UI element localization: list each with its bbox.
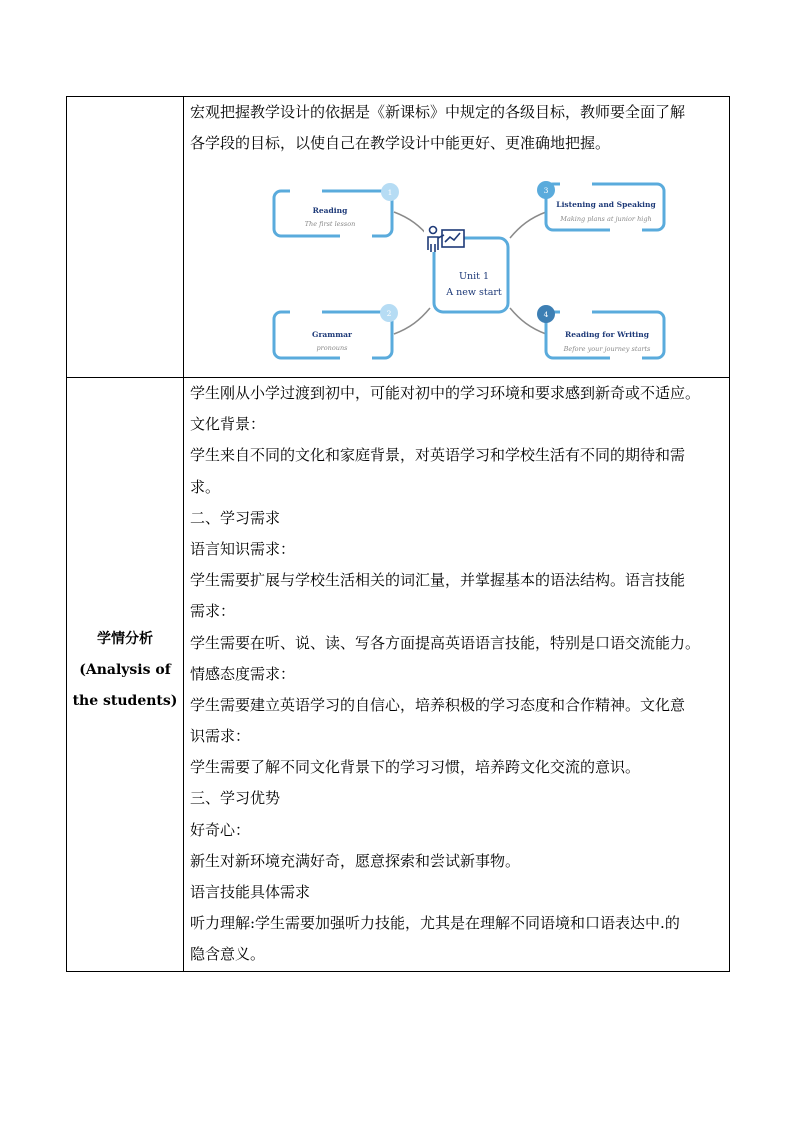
node-number: 2 [386,309,392,318]
node-title: Reading [312,206,348,215]
label-line: the students) [72,693,178,709]
center-subtitle: A new start [446,287,502,298]
paragraph-line: 二、学习需求 [190,508,281,527]
paragraph-line: 三、学习优势 [190,789,281,808]
node-subtitle: Making plans at junior high [560,215,652,223]
node-title: Grammar [312,330,352,339]
paragraph-line: 学生需要了解不同文化背景下的学习习惯，培养跨文化交流的意识。 [190,758,641,777]
label-line: (Analysis of [79,662,171,678]
node-reading [274,183,399,241]
unit-mindmap-diagram [270,180,670,364]
paragraph-line: 学生需要建立英语学习的自信心，培养积极的学习态度和合作精神。文化意 [190,695,686,714]
paragraph-line: 学生刚从小学过渡到初中，可能对初中的学习环境和要求感到新奇或不适应。 [190,384,701,402]
paragraph-line: 情感态度需求： [190,664,296,683]
node-number: 3 [543,186,549,195]
node-title: Reading for Writing [565,330,649,339]
paragraph-line: 文化背景： [190,415,266,434]
paragraph-line: 学生来自不同的文化和家庭背景，对英语学习和学校生活有不同的期待和需 [190,446,686,465]
paragraph-line: 求。 [190,477,221,496]
node-reading-for-writing [537,305,664,363]
paragraph-line: 语言知识需求： [190,539,296,558]
paragraph-line: 需求： [190,602,236,621]
node-number: 4 [543,310,549,319]
paragraph-line: 学生需要扩展与学校生活相关的词汇量，并掌握基本的语法结构。语言技能 [190,571,686,590]
node-listening-speaking [537,180,664,235]
node-grammar [274,304,398,363]
paragraph-line: 宏观把握教学设计的依据是《新课标》中规定的各级目标，教师要全面了解 [190,103,686,121]
node-subtitle: Before your journey starts [563,345,651,353]
paragraph-line: 好奇心： [190,820,251,839]
row2-text [190,378,726,971]
node-subtitle: The first lesson [304,220,356,228]
connector-line [394,308,430,334]
paragraph-line: 听力理解:学生需要加强听力技能，尤其是在理解不同语境和口语表达中.的 [190,914,680,933]
node-subtitle: pronouns [316,344,348,352]
paragraph-line: 各学段的目标，以使自己在教学设计中能更好、更准确地把握。 [190,134,611,153]
center-title: Unit 1 [458,271,490,282]
paragraph-line: 语言技能具体需求 [190,883,311,901]
connector-line [510,212,546,238]
label-line: 学情分析 [97,631,153,647]
row1-text [190,97,726,159]
row-label [67,624,183,717]
paragraph-line: 学生需要在听、说、读、写各方面提高英语语言技能，特别是口语交流能力。 [190,633,701,652]
paragraph-line: 识需求： [190,727,251,746]
paragraph-line: 新生对新环境充满好奇，愿意探索和尝试新事物。 [190,851,521,870]
paragraph-line: 隐含意义。 [190,945,266,964]
column-divider [183,96,184,972]
node-title: Listening and Speaking [556,200,656,209]
node-number: 1 [387,188,393,197]
